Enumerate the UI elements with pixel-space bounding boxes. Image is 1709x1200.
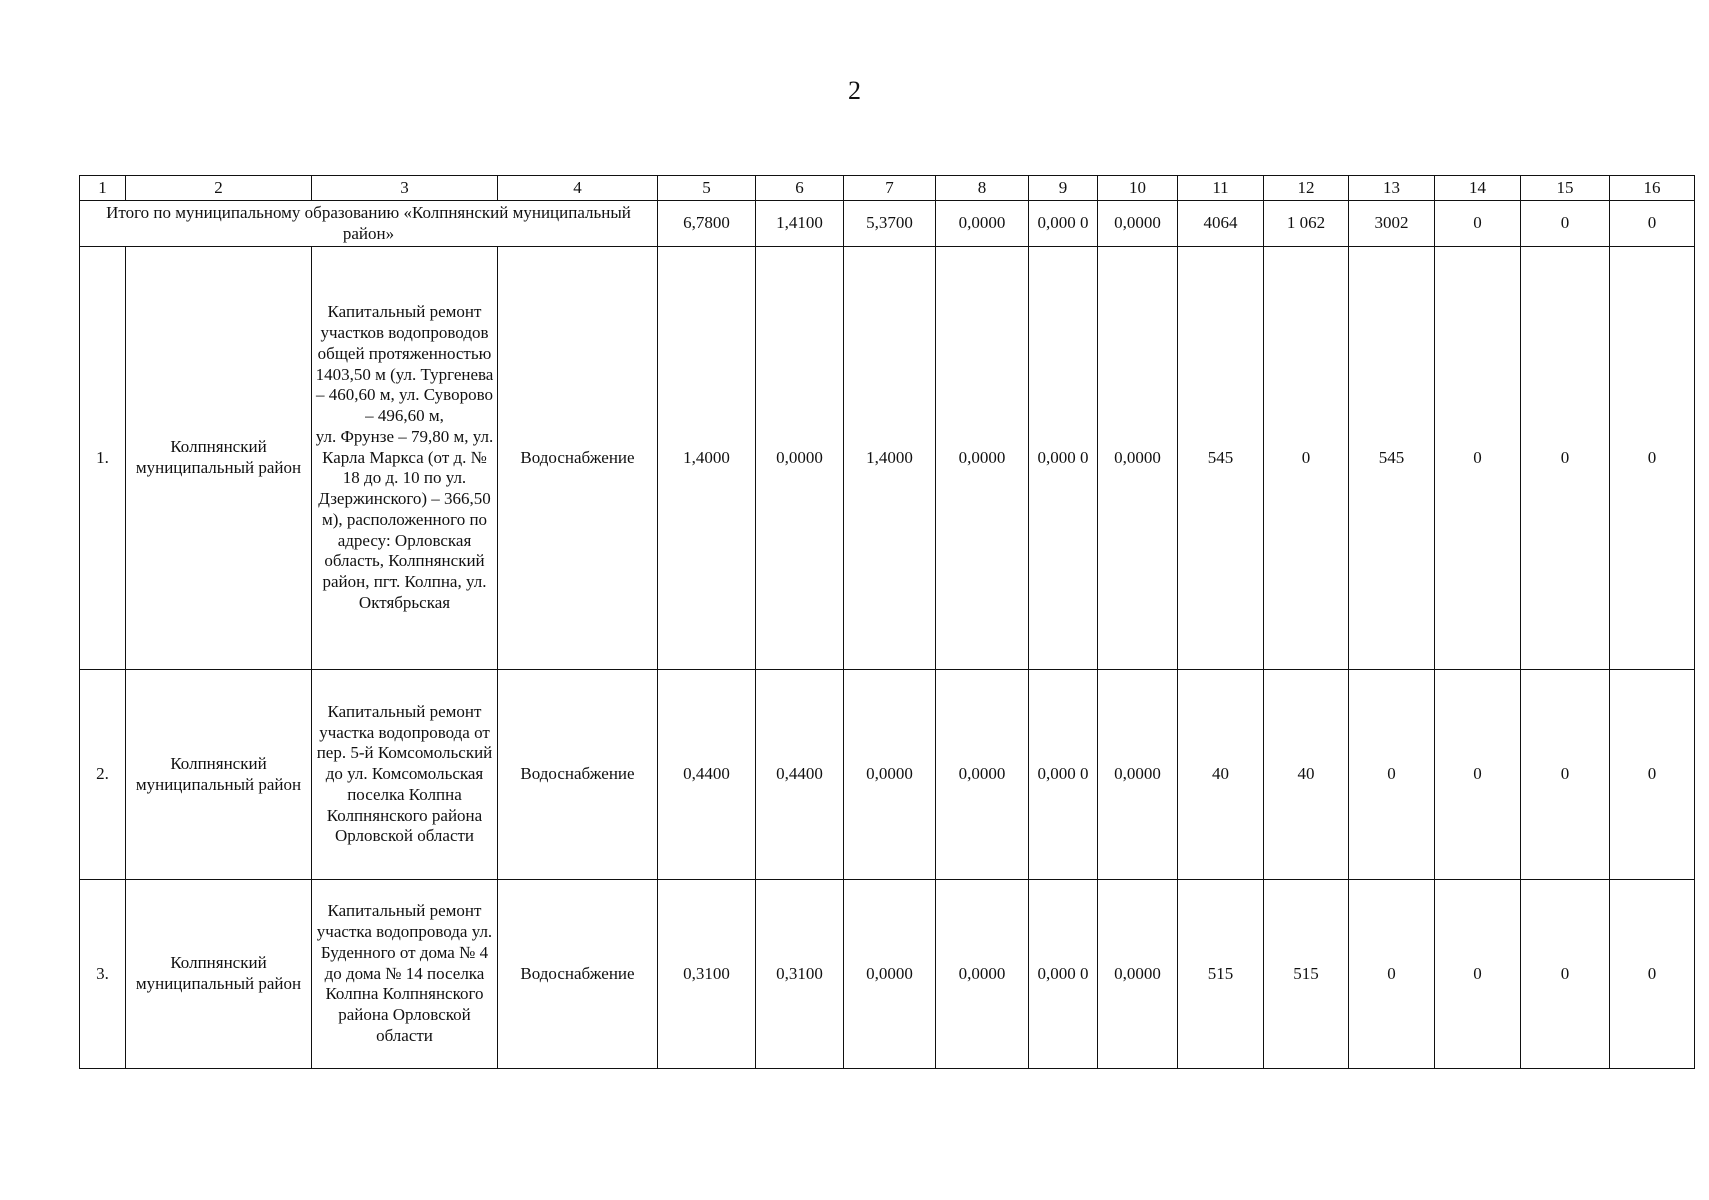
district-cell: Колпнянский муниципальный район [126, 670, 312, 880]
object-name-cell: Капитальный ремонт участка водопровода ул. Буденного от дома № 4 до дома № 14 поселка Колпна Колпнянского района Орловской области [312, 880, 498, 1069]
total-value: 0,0000 [936, 201, 1029, 247]
value-cell: 545 [1178, 247, 1264, 670]
value-cell: 0,0000 [844, 880, 936, 1069]
value-cell: 1,4000 [844, 247, 936, 670]
value-cell: 0 [1610, 880, 1695, 1069]
value-cell: 0,0000 [844, 670, 936, 880]
value-cell: 0 [1610, 670, 1695, 880]
value-cell: 0,0000 [1098, 880, 1178, 1069]
column-number: 8 [936, 176, 1029, 201]
value-cell: 515 [1264, 880, 1349, 1069]
column-number: 14 [1435, 176, 1521, 201]
column-number: 11 [1178, 176, 1264, 201]
table-row [80, 247, 1695, 670]
total-value: 0 [1521, 201, 1610, 247]
type-cell: Водоснабжение [498, 247, 658, 670]
total-value: 0,0000 [1098, 201, 1178, 247]
total-row [80, 201, 1695, 247]
value-cell: 0 [1349, 880, 1435, 1069]
value-cell: 0,0000 [1098, 247, 1178, 670]
value-cell: 0 [1521, 247, 1610, 670]
value-cell: 0,4400 [658, 670, 756, 880]
page-number: 2 [848, 76, 861, 105]
value-cell: 0 [1610, 247, 1695, 670]
table-row [80, 670, 1695, 880]
value-cell: 40 [1178, 670, 1264, 880]
row-number: 1. [80, 247, 126, 670]
column-number: 12 [1264, 176, 1349, 201]
value-cell: 0,0000 [936, 670, 1029, 880]
value-cell: 0,4400 [756, 670, 844, 880]
value-cell: 0 [1521, 880, 1610, 1069]
value-cell: 0 [1521, 670, 1610, 880]
value-cell: 545 [1349, 247, 1435, 670]
column-number: 15 [1521, 176, 1610, 201]
column-number-row [80, 176, 1695, 201]
value-cell: 0 [1264, 247, 1349, 670]
row-number: 3. [80, 880, 126, 1069]
value-cell: 0,000 0 [1029, 670, 1098, 880]
value-cell: 0 [1435, 670, 1521, 880]
total-value: 3002 [1349, 201, 1435, 247]
total-value: 1 062 [1264, 201, 1349, 247]
total-value: 0,000 0 [1029, 201, 1098, 247]
column-number: 9 [1029, 176, 1098, 201]
total-value: 0 [1610, 201, 1695, 247]
column-number: 13 [1349, 176, 1435, 201]
table-row [80, 880, 1695, 1069]
column-number: 16 [1610, 176, 1695, 201]
column-number: 10 [1098, 176, 1178, 201]
value-cell: 0,3100 [658, 880, 756, 1069]
value-cell: 40 [1264, 670, 1349, 880]
value-cell: 0 [1435, 247, 1521, 670]
total-value: 1,4100 [756, 201, 844, 247]
value-cell: 0,000 0 [1029, 247, 1098, 670]
district-cell: Колпнянский муниципальный район [126, 247, 312, 670]
column-number: 2 [126, 176, 312, 201]
object-name-cell: Капитальный ремонт участков водопроводов общей протяженностью 1403,50 м (ул. Тургенева – 460,60 м, ул. Суворово – 496,60 м, ул. Фрунзе – 79,80 м, ул. Карла Маркса (от д. № 18 до д. 10 по ул. Дзержинского) – 366,50 м), расположенного по адресу: Орловская область, Колпнянский район, пгт. Колпна, ул. Октябрьская [312, 247, 498, 670]
value-cell: 1,4000 [658, 247, 756, 670]
value-cell: 0,0000 [936, 247, 1029, 670]
column-number: 7 [844, 176, 936, 201]
value-cell: 0,3100 [756, 880, 844, 1069]
total-value: 6,7800 [658, 201, 756, 247]
column-number: 6 [756, 176, 844, 201]
type-cell: Водоснабжение [498, 670, 658, 880]
row-number: 2. [80, 670, 126, 880]
column-number: 4 [498, 176, 658, 201]
total-value: 4064 [1178, 201, 1264, 247]
column-number: 1 [80, 176, 126, 201]
column-number: 3 [312, 176, 498, 201]
value-cell: 0,0000 [756, 247, 844, 670]
column-number: 5 [658, 176, 756, 201]
value-cell: 0,0000 [936, 880, 1029, 1069]
value-cell: 0 [1435, 880, 1521, 1069]
district-cell: Колпнянский муниципальный район [126, 880, 312, 1069]
program-table [79, 175, 1695, 1069]
value-cell: 515 [1178, 880, 1264, 1069]
value-cell: 0 [1349, 670, 1435, 880]
total-value: 0 [1435, 201, 1521, 247]
value-cell: 0,000 0 [1029, 880, 1098, 1069]
total-value: 5,3700 [844, 201, 936, 247]
total-label: Итого по муниципальному образованию «Колпнянский муниципальный район» [80, 201, 658, 247]
value-cell: 0,0000 [1098, 670, 1178, 880]
object-name-cell: Капитальный ремонт участка водопровода от пер. 5-й Комсомольский до ул. Комсомольская поселка Колпна Колпнянского района Орловской области [312, 670, 498, 880]
type-cell: Водоснабжение [498, 880, 658, 1069]
